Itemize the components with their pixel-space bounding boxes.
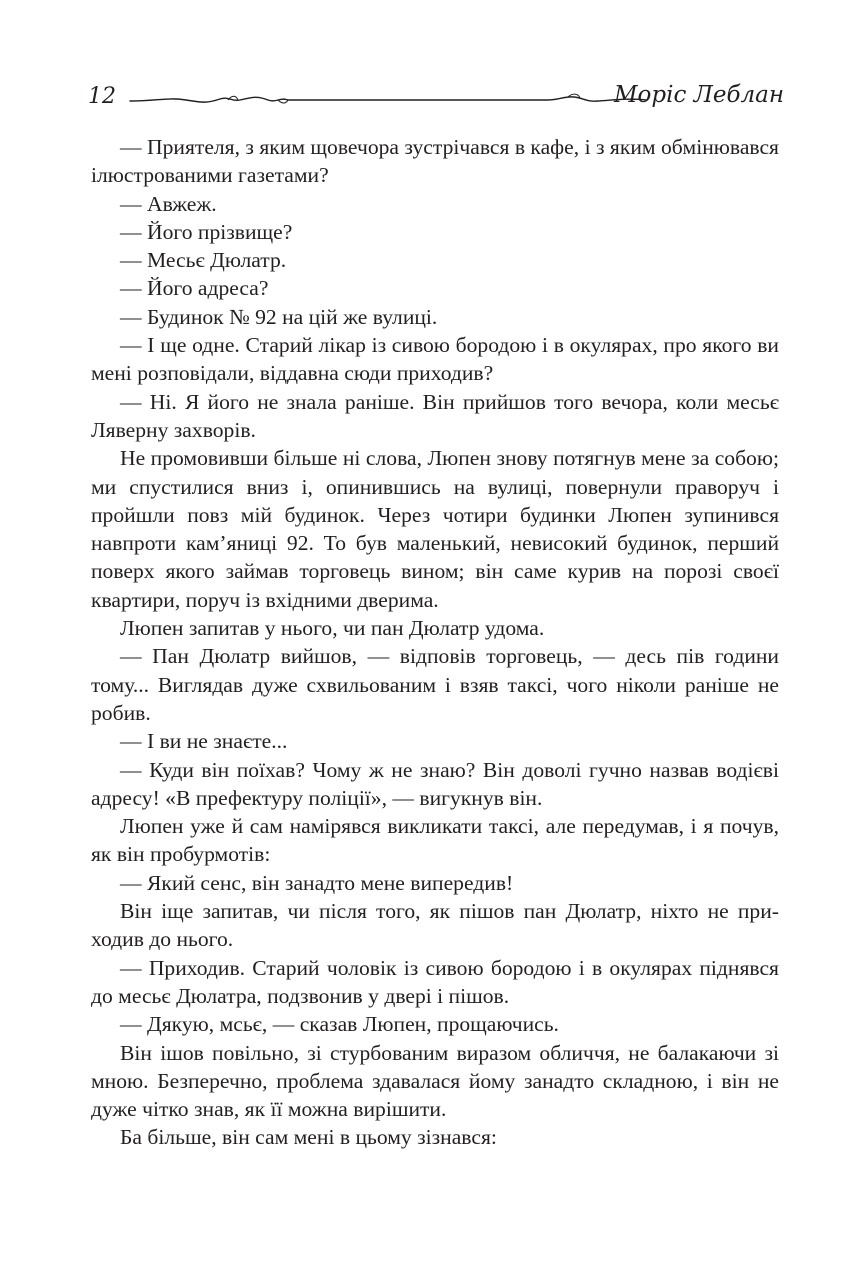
paragraph: — Приходив. Старий чоловік із сивою бородою і в окулярах піднявся до месьє Дюлатра, подзвонив у двері і пішов. xyxy=(91,955,779,1008)
paragraph: Він ішов повільно, зі стурбованим виразом обличчя, не балакаючи зі мною. Безперечно, проблема здавалася йому занадто складною, і він не дуже чітко знав, як її можна вирішити. xyxy=(91,1040,779,1122)
page-header xyxy=(86,78,784,118)
paragraph: Він іще запитав, чи після того, як пішов пан Дюлатр, ніхто не приходив до нього. xyxy=(91,899,779,952)
page-number: 12 xyxy=(88,84,116,109)
paragraph: — Приятеля, з яким щовечора зустрічався в кафе, і з яким обмінювався ілюстрованими газетами? xyxy=(91,135,779,188)
body-text xyxy=(91,133,779,1152)
paragraph: — Ні. Я його не знала раніше. Він прийшов того вечора, коли месьє Ляверну захворів. xyxy=(91,389,779,442)
paragraph: Люпен уже й сам намірявся викликати таксі, але передумав, і я почув, як він пробурмотів: xyxy=(91,814,779,867)
paragraph: — І ще одне. Старий лікар із сивою бородою і в окулярах, про якого ви мені розповідали, віддавна сюди приходив? xyxy=(91,333,779,386)
running-head-author: Моріс Леблан xyxy=(613,82,784,108)
paragraph: Не промовивши більше ні слова, Люпен знову потягнув мене за собою; ми спустилися вниз і, опинившись на вулиці, повернули праворуч і пройшли повз мій будинок. Через чотири будинки Люпен зупинився навпроти кам’яниці 92. То був маленький, невисокий будинок, перший поверх якого займав торговець вином; він саме курив на порозі своєї квартири, поруч із вхідними дверима. xyxy=(91,446,779,612)
paragraph: — І ви не знаєте... xyxy=(120,729,288,754)
paragraph: Люпен запитав у нього, чи пан Дюлатр удома. xyxy=(120,616,545,641)
paragraph: — Авжеж. xyxy=(120,191,217,216)
paragraph: Ба більше, він сам мені в цьому зізнався: xyxy=(120,1125,497,1150)
paragraph: — Месьє Дюлатр. xyxy=(120,248,287,273)
paragraph: — Який сенс, він занадто мене випередив! xyxy=(120,870,514,895)
paragraph: — Дякую, мсьє, — сказав Люпен, прощаючись. xyxy=(120,1012,559,1037)
paragraph: — Будинок № 92 на цій же вулиці. xyxy=(120,304,438,329)
paragraph: — Його адреса? xyxy=(120,276,269,301)
paragraph: — Куди він поїхав? Чому ж не знаю? Він доволі гучно назвав водієві адресу! «В префектуру поліції», — вигукнув він. xyxy=(91,757,779,810)
decorative-flourish-line xyxy=(128,92,648,108)
paragraph: — Його прізвище? xyxy=(120,219,293,244)
paragraph: — Пан Дюлатр вийшов, — відповів торговець, — десь пів години тому... Виглядав дуже схвильованим і взяв таксі, чого ніколи раніше не робив. xyxy=(91,644,779,725)
